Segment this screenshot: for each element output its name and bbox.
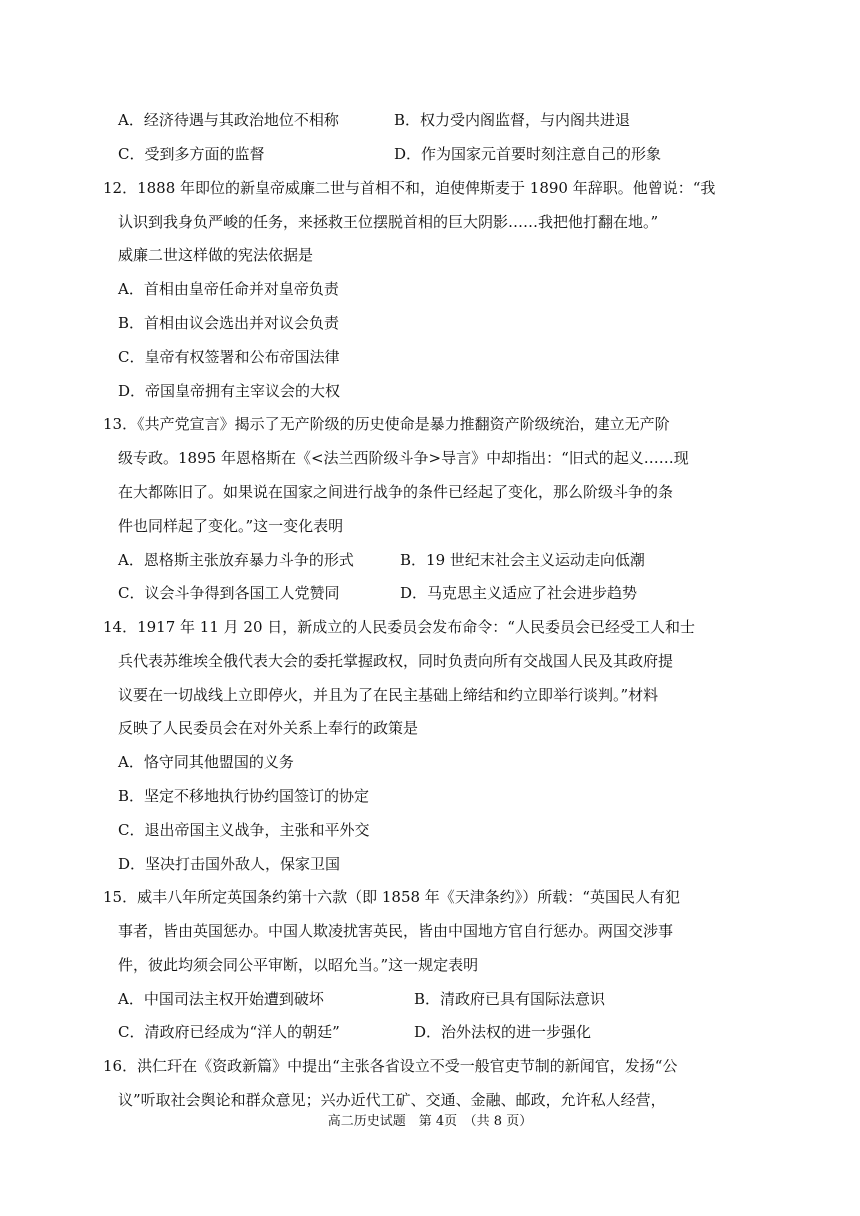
q14-option-d: D．坚决打击国外敌人，保家卫国 bbox=[118, 855, 341, 873]
q11-option-c: C．受到多方面的监督 bbox=[118, 145, 265, 163]
q15-option-c: C．清政府已经成为“洋人的朝廷” bbox=[118, 1023, 340, 1041]
q11-option-d: D．作为国家元首要时刻注意自己的形象 bbox=[394, 145, 662, 163]
q14-stem-line-2: 兵代表苏维埃全俄代表大会的委托掌握政权，同时负责向所有交战国人民及其政府提 bbox=[118, 652, 674, 670]
q15-option-a: A．中国司法主权开始遭到破坏 bbox=[118, 990, 324, 1008]
q13-option-b: B．19 世纪末社会主义运动走向低潮 bbox=[400, 551, 645, 569]
q11-option-b: B．权力受内阁监督，与内阁共进退 bbox=[394, 111, 631, 129]
page-footer: 高二历史试题 第 4页 （共 8 页） bbox=[327, 1114, 533, 1129]
q13-option-d: D．马克思主义适应了社会进步趋势 bbox=[400, 584, 638, 602]
q12-stem-line-2: 认识到我身负严峻的任务，来拯救王位摆脱首相的巨大阴影……我把他打翻在地。” bbox=[118, 213, 659, 231]
q13-option-a: A．恩格斯主张放弃暴力斗争的形式 bbox=[118, 551, 354, 569]
q13-stem-line-4: 件也同样起了变化。”这一变化表明 bbox=[118, 517, 344, 535]
q12-stem-line-3: 威廉二世这样做的宪法依据是 bbox=[118, 246, 314, 264]
q16-stem-line-2: 议”听取社会舆论和群众意见；兴办近代工矿、交通、金融、邮政，允许私人经营， bbox=[118, 1091, 666, 1109]
q15-stem-line-3: 件，彼此均须会同公平审断，以昭允当。”这一规定表明 bbox=[118, 956, 479, 974]
q16-stem-line-1: 16．洪仁玕在《资政新篇》中提出“主张各省设立不受一般官吏节制的新闻官，发扬“公 bbox=[103, 1057, 678, 1075]
q14-option-a: A．恪守同其他盟国的义务 bbox=[118, 753, 294, 771]
q15-stem-line-1: 15．威丰八年所定英国条约第十六款（即 1858 年《天津条约》）所载：“英国民人有犯 bbox=[103, 888, 680, 906]
q14-stem-line-1: 14．1917 年 11 月 20 日，新成立的人民委员会发布命令：“人民委员会已经受工人和士 bbox=[103, 618, 695, 636]
q14-option-c: C．退出帝国主义战争，主张和平外交 bbox=[118, 821, 370, 839]
q15-option-b: B．清政府已具有国际法意识 bbox=[414, 990, 606, 1008]
q11-option-a: A．经济待遇与其政治地位不相称 bbox=[118, 111, 339, 129]
q13-stem-line-1: 13．《共产党宣言》揭示了无产阶级的历史使命是暴力推翻资产阶级统治，建立无产阶 bbox=[103, 415, 670, 433]
q12-option-d: D．帝国皇帝拥有主宰议会的大权 bbox=[118, 382, 341, 400]
q12-option-a: A．首相由皇帝任命并对皇帝负责 bbox=[118, 280, 339, 298]
q12-stem-line-1: 12．1888 年即位的新皇帝威廉二世与首相不和，迫使俾斯麦于 1890 年辞职。他曾说：“我 bbox=[103, 179, 716, 197]
q13-stem-line-2: 级专政。1895 年恩格斯在《<法兰西阶级斗争>导言》中却指出：“旧式的起义……现 bbox=[118, 449, 689, 467]
q13-option-c: C．议会斗争得到各国工人党赞同 bbox=[118, 584, 340, 602]
q13-stem-line-3: 在大都陈旧了。如果说在国家之间进行战争的条件已经起了变化，那么阶级斗争的条 bbox=[118, 483, 674, 501]
q14-stem-line-3: 议要在一切战线上立即停火，并且为了在民主基础上缔结和约立即举行谈判。”材料 bbox=[118, 686, 659, 704]
q14-stem-line-4: 反映了人民委员会在对外关系上奉行的政策是 bbox=[118, 719, 419, 737]
q15-option-d: D．治外法权的进一步强化 bbox=[414, 1023, 592, 1041]
q14-option-b: B．坚定不移地执行协约国签订的协定 bbox=[118, 787, 370, 805]
q12-option-c: C．皇帝有权签署和公布帝国法律 bbox=[118, 348, 340, 366]
q12-option-b: B．首相由议会选出并对议会负责 bbox=[118, 314, 340, 332]
q15-stem-line-2: 事者，皆由英国惩办。中国人欺凌扰害英民，皆由中国地方官自行惩办。两国交涉事 bbox=[118, 922, 674, 940]
